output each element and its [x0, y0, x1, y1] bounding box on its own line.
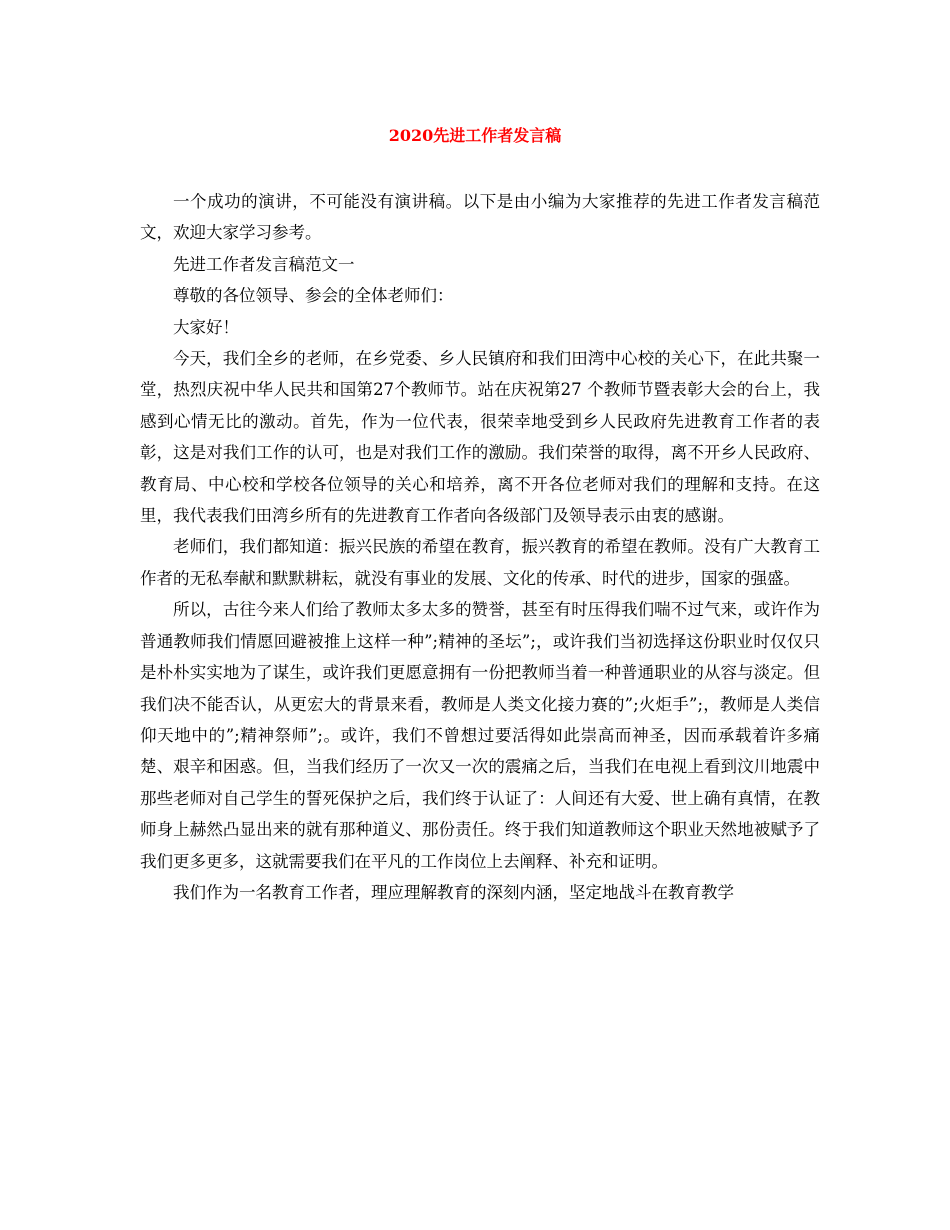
paragraph-intro: 一个成功的演讲，不可能没有演讲稿。以下是由小编为大家推荐的先进工作者发言稿范文，欢迎大家学习参考。	[140, 192, 820, 243]
paragraph-salutation: 尊敬的各位领导、参会的全体老师们：	[173, 286, 454, 306]
paragraph-body: 我们作为一名教育工作者，理应理解教育的深刻内涵，坚定地战斗在教育教学	[173, 882, 734, 902]
paragraph-body: 所以，古往今来人们给了教师太多太多的赞誉，甚至有时压得我们喘不过气来，或许作为普通教师我们情愿回避被推上这样一种”;精神的圣坛”;，或许我们当初选择这份职业时仅仅只是朴朴实实地为了谋生，或许我们更愿意拥有一份把教师当着一种普通职业的从容与淡定。但我们决不能否认，从更宏大的背景来看，教师是人类文化接力赛的”;火炬手”;，教师是人类信仰天地中的”;精神祭师”;。或许，我们不曾想过要活得如此崇高而神圣，因而承载着许多痛楚、艰辛和困惑。但，当我们经历了一次又一次的震痛之后，当我们在电视上看到汶川地震中那些老师对自己学生的誓死保护之后，我们终于认证了：人间还有大爱、世上确有真情，在教师身上赫然凸显出来的就有那种道义、那份责任。终于我们知道教师这个职业天然地被赋予了我们更多更多，这就需要我们在平凡的工作岗位上去阐释、补充和证明。	[140, 600, 820, 871]
paragraph-body: 今天，我们全乡的老师，在乡党委、乡人民镇府和我们田湾中心校的关心下，在此共聚一堂，热烈庆祝中华人民共和国第27个教师节。站在庆祝第27 个教师节暨表彰大会的台上，我感到心情无比的激动。首先，作为一位代表，很荣幸地受到乡人民政府先进教育工作者的表彰，这是对我们工作的认可，也是对我们工作的激励。我们荣誉的取得，离不开乡人民政府、教育局、中心校和学校各位领导的关心和培养，离不开各位老师对我们的理解和支持。在这里，我代表我们田湾乡所有的先进教育工作者向各级部门及领导表示由衷的感谢。	[140, 349, 820, 526]
paragraph-greeting: 大家好！	[173, 317, 239, 337]
document-title: 2020先进工作者发言稿	[388, 126, 562, 145]
paragraph-section-heading: 先进工作者发言稿范文一	[173, 254, 355, 274]
document-body	[140, 186, 820, 908]
paragraph-body: 老师们，我们都知道：振兴民族的希望在教育，振兴教育的希望在教师。没有广大教育工作者的无私奉献和默默耕耘，就没有事业的发展、文化的传承、时代的进步，国家的强盛。	[140, 537, 820, 588]
